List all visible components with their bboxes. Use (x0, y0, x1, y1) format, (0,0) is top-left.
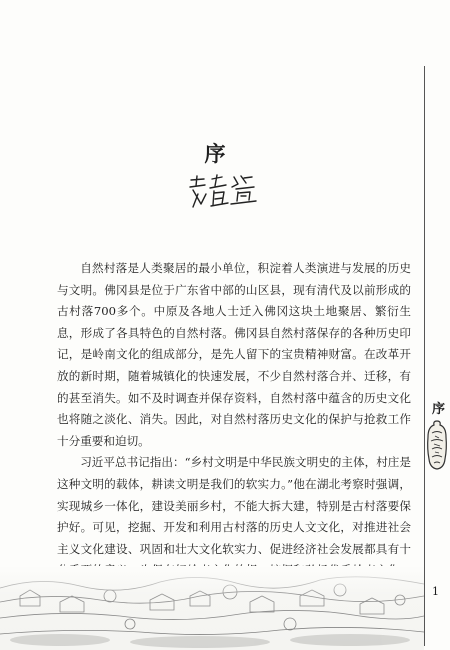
village-landscape-illustration (0, 566, 424, 650)
page-title: 序 (204, 141, 228, 166)
paragraph: 习近平总书记指出：“乡村文明是中华民族文明史的主体，村庄是这种文明的载体，耕读文明是我们的软实力。”他在湖北考察时强调，实现城乡一体化，建设美丽乡村，不能大拆大建，特别是古村落要保护好。可见，挖掘、开发和利用古村落的历史人文文化，对推进社会主义文化建设、巩固和壮大文化软实力、促进经济社会发展都具有十 (57, 455, 411, 556)
page-number: 1 (432, 585, 439, 598)
signature-image (186, 174, 258, 210)
section-tab-label: 序 (431, 402, 445, 417)
paragraph: 自然村落是人类聚居的最小单位，积淀着人类演进与发展的历史与文明。佛冈县是位于广东省中部的山区县，现有清代及以前形成的古村落700多个。中原及各地人士迁入佛冈这块土地聚居、繁衍生息，形成了各具特色的自然村落。佛冈县自然村落保存的各种历史印记，是岭南文化的组成部分，是先人留下的宝贵精神财富。在改革开放的新时期，随着城镇化的快速发展，不少自然村落合并、迁移，有的甚至消失。如不及时调查并保存资料，自然村落中蕴含的历史文化也将随之淡化、消失。因此，对自然村落历史文化的保护与抢救工作十分重要和迫切。 (57, 261, 411, 448)
seal-ornament-icon (426, 419, 448, 471)
